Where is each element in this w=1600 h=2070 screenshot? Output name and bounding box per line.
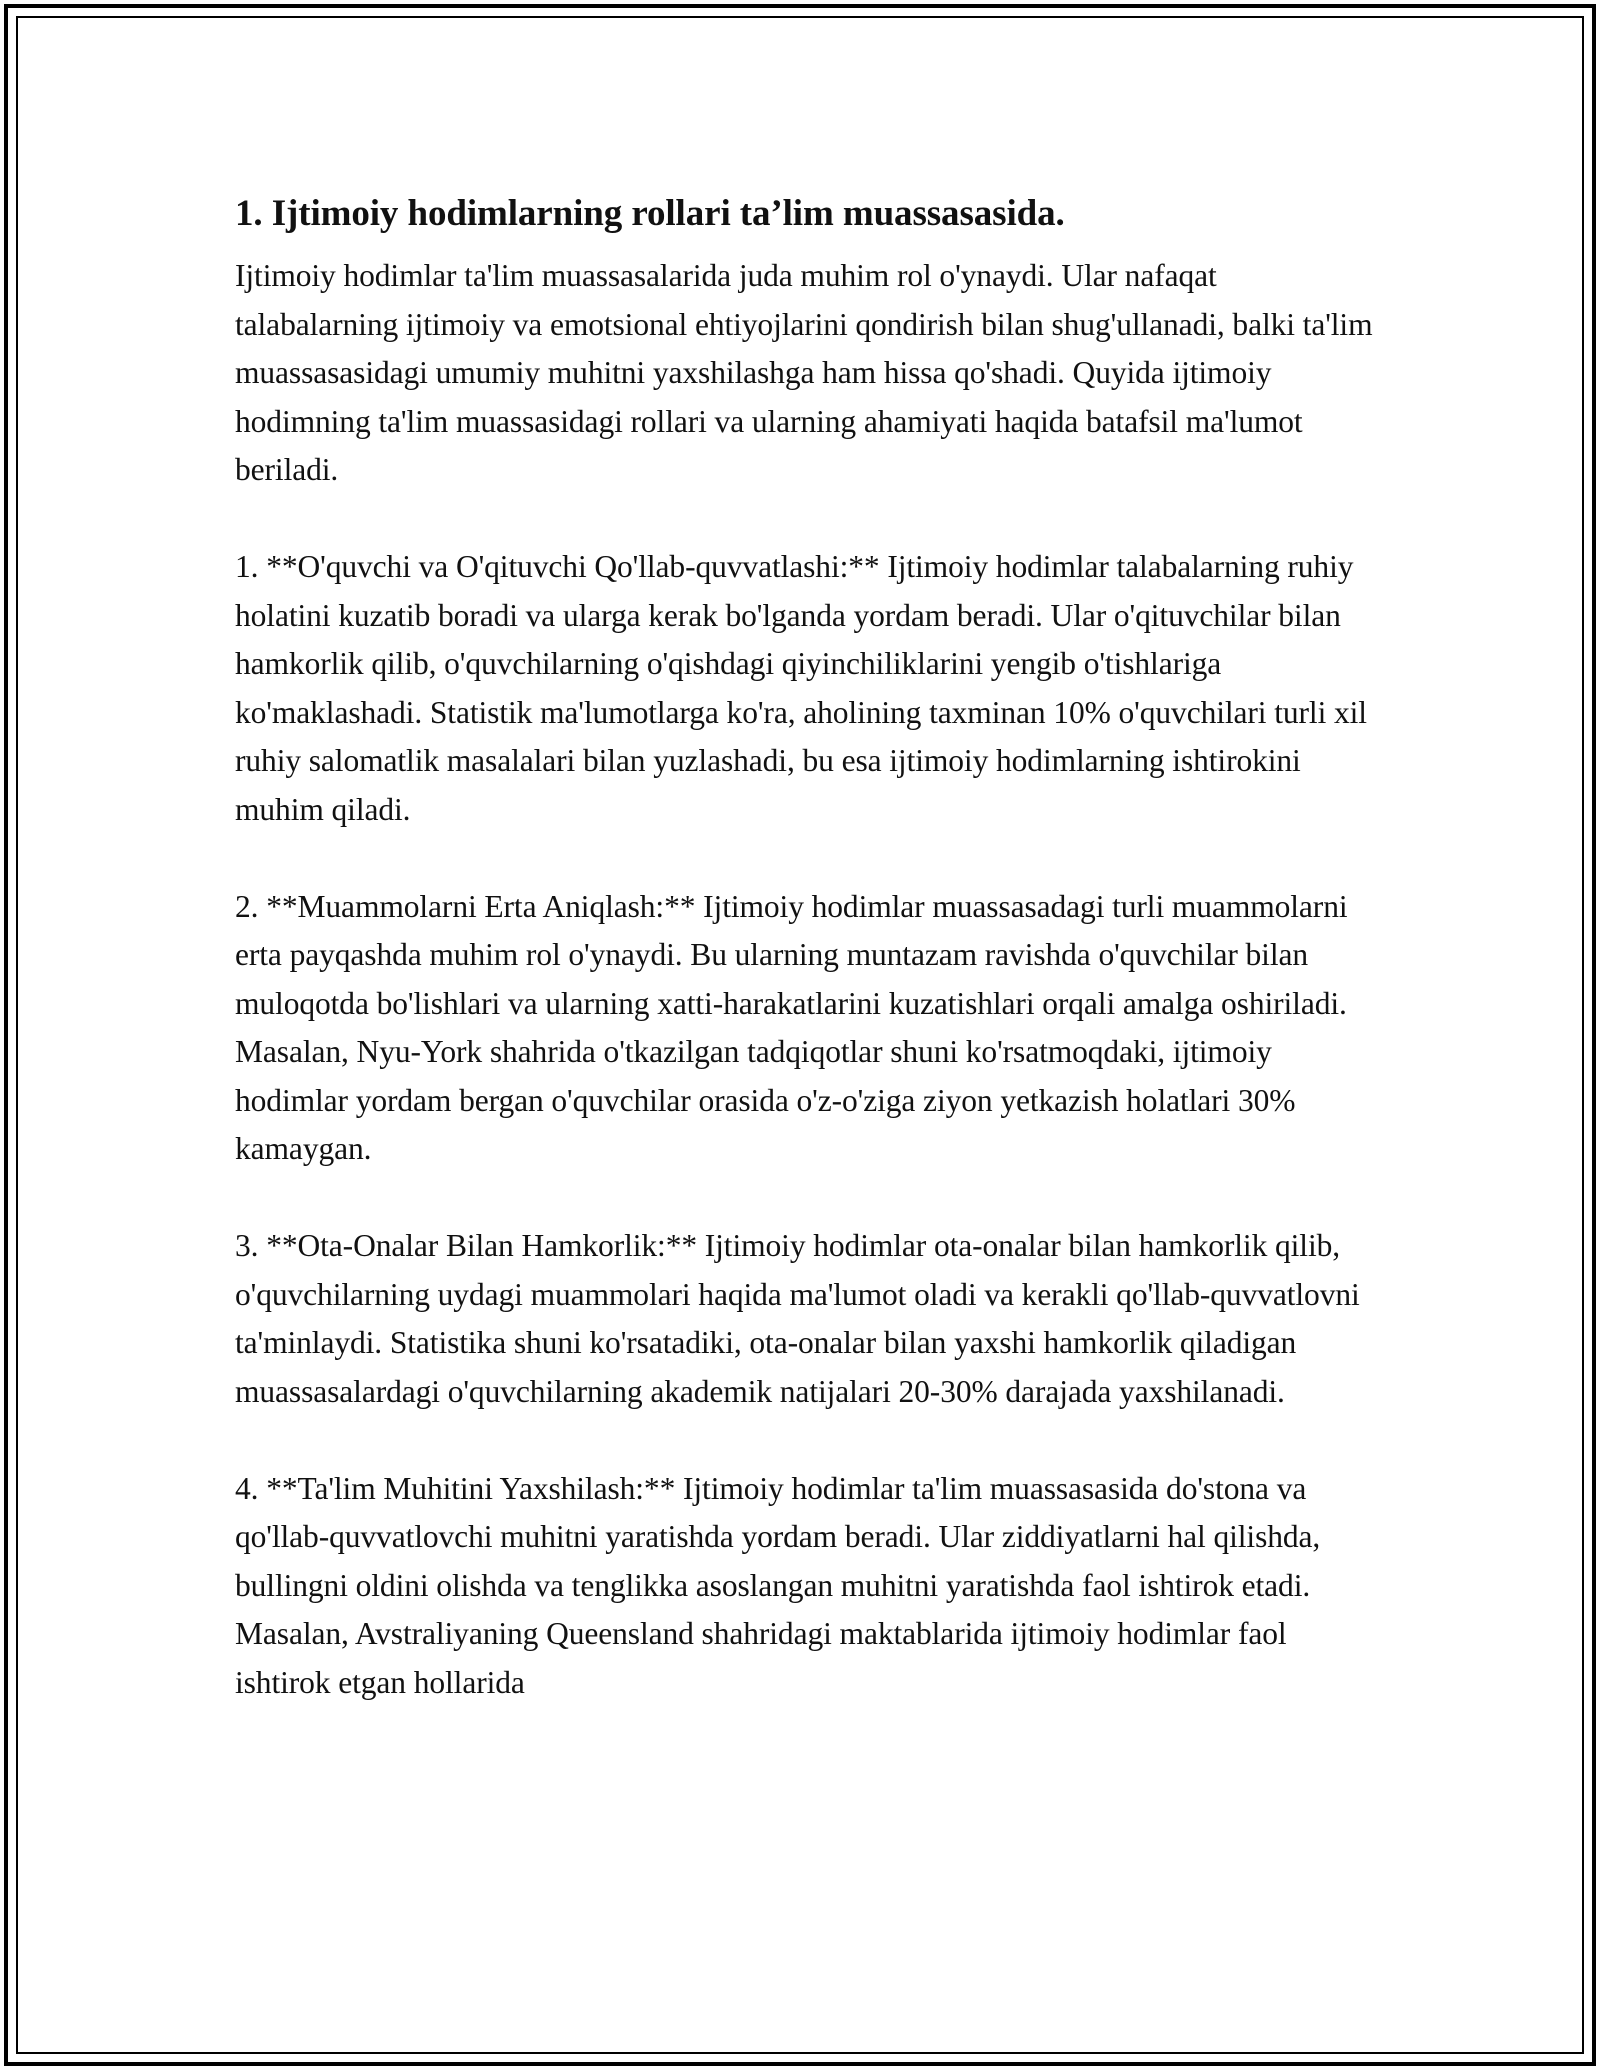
paragraph-item-4: 4. **Ta'lim Muhitini Yaxshilash:** Ijtimoiy hodimlar ta'lim muassasasida do'stona va qo'llab-quvvatlovchi muhitni yaratishda yordam beradi. Ular ziddiyatlarni hal qilishda, bullingni oldini olishda va tenglikka asoslangan muhitni yaratishda faol ishtirok etadi. Masalan, Avstraliyaning Queensland shahridagi maktablarida ijtimoiy hodimlar faol ishtirok etgan hollarida — [235, 1470, 1321, 1700]
paragraph-item-3: 3. **Ota-Onalar Bilan Hamkorlik:** Ijtimoiy hodimlar ota-onalar bilan hamkorlik qilib, o'quvchilarning uydagi muammolari haqida ma'lumot oladi va kerakli qo'llab-quvvatlovni ta'minlaydi. Statistika shuni ko'rsatadiki, ota-onalar bilan yaxshi hamkorlik qiladigan muassasalardagi o'quvchilarning akademik natijalari 20-30% darajada yaxshilanadi. — [235, 1228, 1360, 1409]
paragraph-item-1: 1. **O'quvchi va O'qituvchi Qo'llab-quvvatlashi:** Ijtimoiy hodimlar talabalarning ruhiy holatini kuzatib boradi va ularga kerak bo'lganda yordam beradi. Ular o'qituvchilar bilan hamkorlik qilib, o'quvchilarning o'qishdagi qiyinchiliklarini yengib o'tishlariga ko'maklashadi. Statistik ma'lumotlarga ko'ra, aholining taxminan 10% o'quvchilari turli xil ruhiy salomatlik masalalari bilan yuzlashadi, bu esa ijtimoiy hodimlarning ishtirokini muhim qiladi. — [235, 549, 1367, 827]
paragraph-item-2: 2. **Muammolarni Erta Aniqlash:** Ijtimoiy hodimlar muassasadagi turli muammolarni erta payqashda muhim rol o'ynaydi. Bu ularning muntazam ravishda o'quvchilar bilan muloqotda bo'lishlari va ularning xatti-harakatlarini kuzatishlari orqali amalga oshiriladi. Masalan, Nyu-York shahrida o'tkazilgan tadqiqotlar shuni ko'rsatmoqdaki, ijtimoiy hodimlar yordam bergan o'quvchilar orasida o'z-o'ziga ziyon yetkazish holatlari 30% kamaygan. — [235, 888, 1348, 1166]
intro-paragraph: Ijtimoiy hodimlar ta'lim muassasalarida juda muhim rol o'ynaydi. Ular nafaqat talabalarning ijtimoiy va emotsional ehtiyojlarini qondirish bilan shug'ullanadi, balki ta'lim muassasasidagi umumiy muhitni yaxshilashga ham hissa qo'shadi. Quyida ijtimoiy hodimning ta'lim muassasidagi rollari va ularning ahamiyati haqida batafsil ma'lumot beriladi. — [235, 258, 1373, 487]
section-heading: 1. Ijtimoiy hodimlarning rollari ta’lim muassasasida. — [235, 193, 1065, 234]
document-body — [235, 188, 1375, 1707]
